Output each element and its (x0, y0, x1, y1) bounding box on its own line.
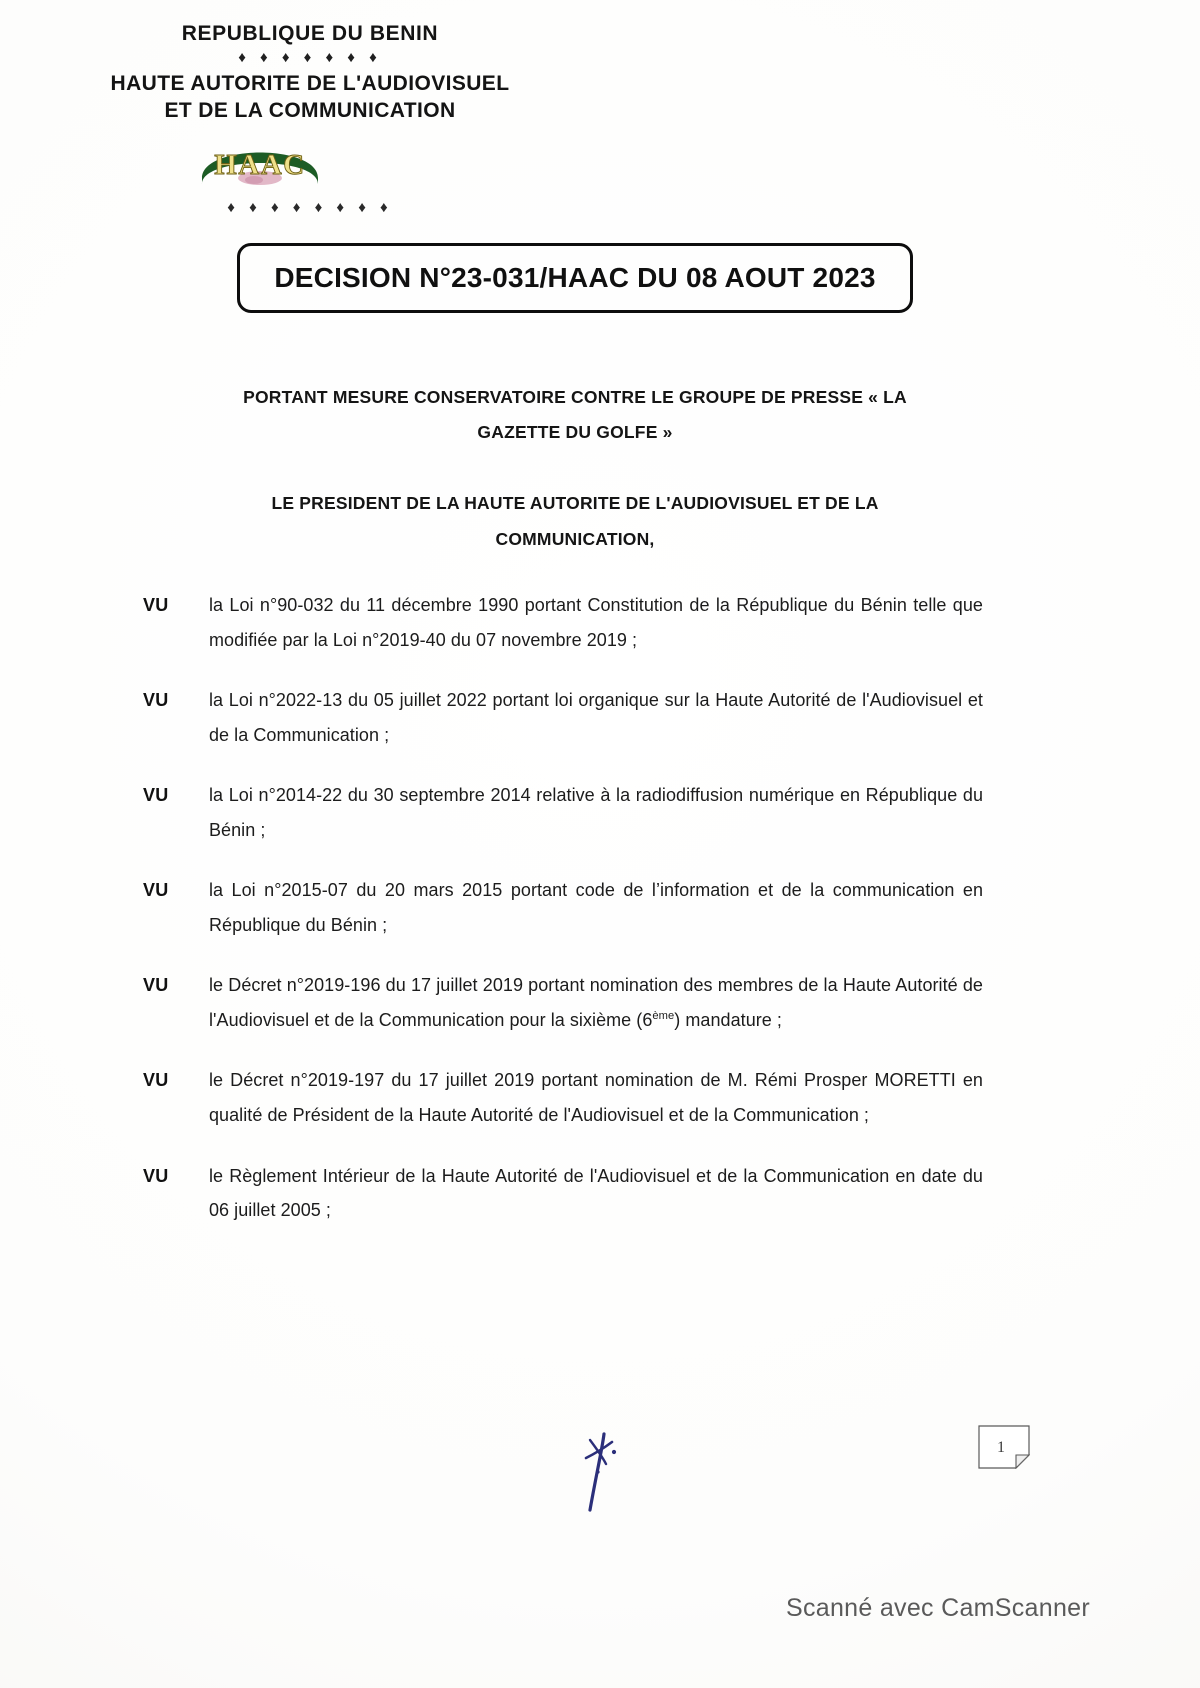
vu-clause-label: VU (143, 595, 169, 615)
document-header (0, 22, 620, 125)
signature-mark (566, 1428, 656, 1518)
vu-clause-text: le Règlement Intérieur de la Haute Autorité de l'Audiovisuel et de la Communication en date du 06 juillet 2005 ; (209, 1165, 983, 1221)
vu-clause-text: la Loi n°2022-13 du 05 juillet 2022 portant loi organique sur la Haute Autorité de l'Audiovisuel et de la Communication ; (209, 690, 983, 745)
authority-name (0, 71, 620, 125)
decision-preamble-line2: COMMUNICATION, (495, 528, 655, 549)
vu-clause-label: VU (143, 785, 169, 806)
vu-clause-label: VU (143, 1165, 169, 1186)
vu-clause-text: le Décret n°2019-197 du 17 juillet 2019 portant nomination de M. Rémi Prosper MORETTI en qualité de Président de la Haute Autorité de l'Audiovisuel et de la Communication ; (209, 1070, 983, 1126)
vu-clause-text: le Décret n°2019-196 du 17 juillet 2019 portant nomination des membres de la Haute Autorité de l'Audiovisuel et de la Communication pour la sixième (6ème) mandature ; (209, 975, 983, 1030)
authority-name-line1: HAUTE AUTORITE DE L'AUDIOVISUEL (110, 72, 510, 96)
decision-title: DECISION N°23-031/HAAC DU 08 AOUT 2023 (274, 262, 876, 293)
vu-clause-text: la Loi n°2014-22 du 30 septembre 2014 relative à la radiodiffusion numérique en République du Bénin ; (209, 785, 983, 840)
decision-subject-line1: PORTANT MESURE CONSERVATOIRE CONTRE LE GROUPE DE PRESSE « LA (243, 387, 907, 407)
authority-name-line2: ET DE LA COMMUNICATION (164, 99, 456, 123)
vu-clause-label: VU (143, 1070, 169, 1091)
haac-logo (196, 134, 324, 188)
page-number-value: 1 (997, 1439, 1005, 1456)
signature-icon (566, 1428, 656, 1518)
haac-logo-icon (196, 134, 324, 188)
vu-clause (143, 1159, 983, 1228)
camscanner-watermark: Scanné avec CamScanner (786, 1594, 1090, 1622)
separator-dots-top: ♦ ♦ ♦ ♦ ♦ ♦ ♦ (238, 49, 382, 67)
vu-clause-text: la Loi n°2015-07 du 20 mars 2015 portant code de l’information et de la communication en République du Bénin ; (209, 880, 983, 935)
vu-clause (143, 1063, 983, 1132)
vu-clause (143, 968, 983, 1037)
vu-clause (143, 588, 983, 657)
separator-dots-bottom-wrap (0, 200, 620, 215)
separator-dots-bottom: ♦ ♦ ♦ ♦ ♦ ♦ ♦ ♦ (227, 199, 393, 216)
country-name: REPUBLIQUE DU BENIN (181, 22, 439, 45)
vu-clause-label: VU (143, 880, 169, 901)
vu-clause (143, 778, 983, 847)
vu-clause-list (143, 588, 983, 1254)
vu-clause-label: VU (143, 975, 169, 996)
page-number-box (978, 1425, 1030, 1469)
vu-clause-text: la Loi n°90-032 du 11 décembre 1990 portant Constitution de la République du Bénin telle que modifiée par la Loi n°2019-40 du 07 novembre 2019 ; (209, 595, 983, 650)
decision-preamble (180, 486, 970, 558)
decision-subject (180, 380, 970, 450)
vu-clause (143, 873, 983, 942)
vu-clause (143, 683, 983, 752)
logo-letters: HAAC (214, 149, 306, 181)
page-number-icon (978, 1425, 1030, 1469)
decision-preamble-line1: LE PRESIDENT DE LA HAUTE AUTORITE DE L'AUDIOVISUEL ET DE LA (271, 493, 879, 513)
decision-subject-line2: GAZETTE DU GOLFE » (477, 422, 673, 442)
decision-title-box (237, 243, 913, 313)
vu-clause-label: VU (143, 690, 169, 711)
